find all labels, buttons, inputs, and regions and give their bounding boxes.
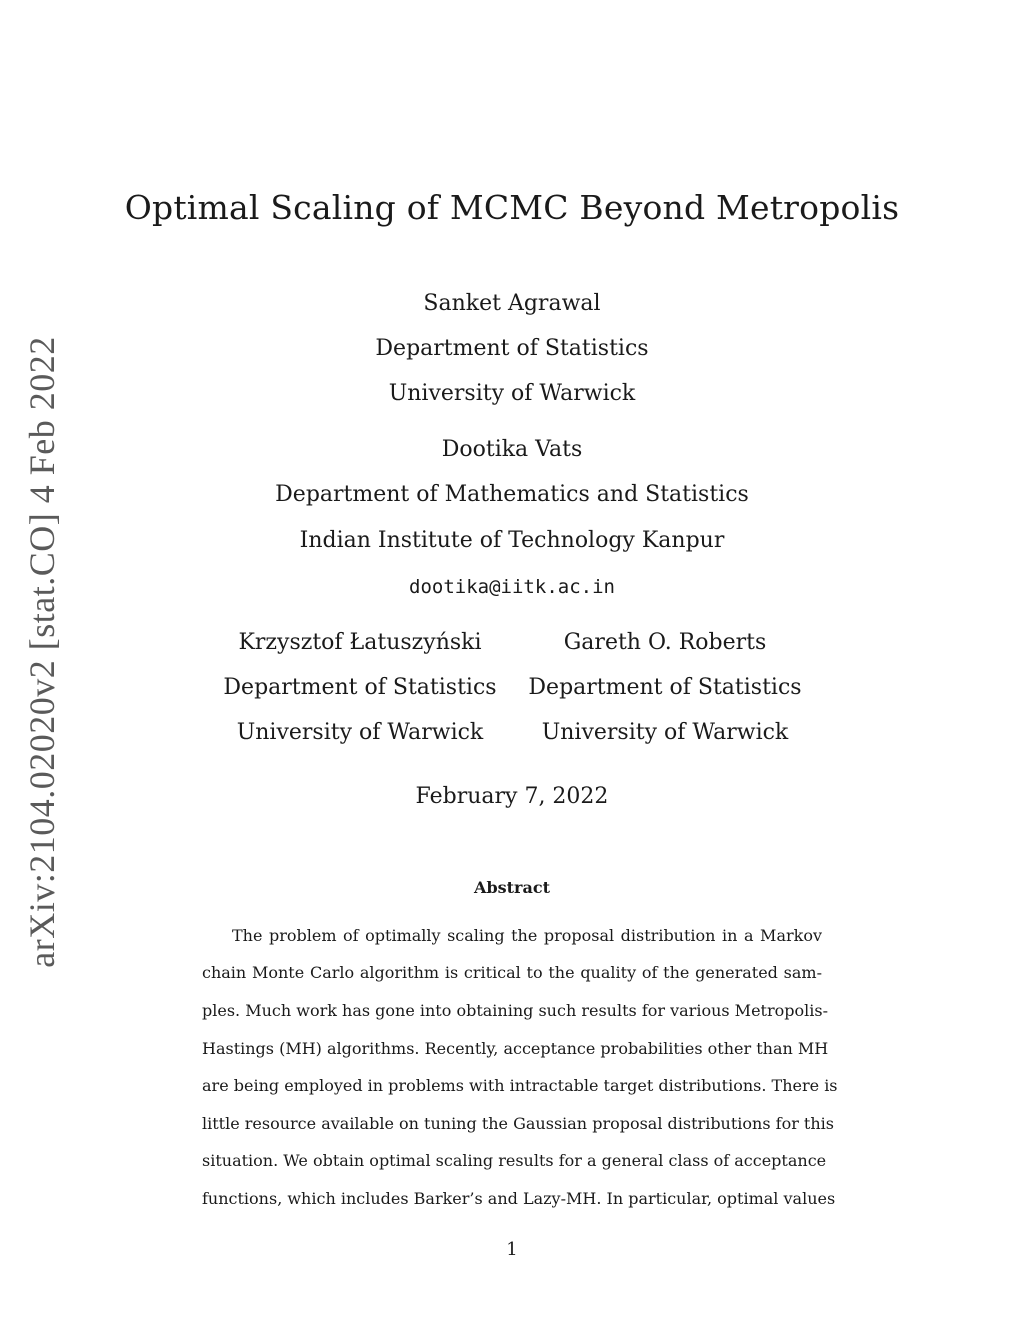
author-institution: University of Warwick bbox=[236, 720, 484, 745]
author-name: Dootika Vats bbox=[441, 437, 583, 462]
author-name: Gareth O. Roberts bbox=[563, 630, 767, 655]
author-email[interactable]: dootika@iitk.ac.in bbox=[409, 576, 615, 598]
abstract-line: chain Monte Carlo algorithm is critical to the quality of the generated sam- bbox=[202, 963, 822, 982]
abstract-line: The problem of optimally scaling the proposal distribution in a Markov bbox=[232, 926, 822, 945]
abstract-line: are being employed in problems with intractable target distributions. There is bbox=[202, 1076, 838, 1095]
arxiv-identifier: arXiv:2104.02020v2 [stat.CO] 4 Feb 2022 bbox=[22, 336, 62, 968]
author-department: Department of Statistics bbox=[375, 336, 649, 361]
author-institution: Indian Institute of Technology Kanpur bbox=[299, 528, 725, 553]
author-department: Department of Statistics bbox=[223, 675, 497, 700]
author-department: Department of Statistics bbox=[528, 675, 802, 700]
abstract-line: little resource available on tuning the Gaussian proposal distributions for this bbox=[202, 1114, 834, 1133]
author-institution: University of Warwick bbox=[388, 381, 636, 406]
page-number: 1 bbox=[506, 1239, 518, 1260]
paper-title: Optimal Scaling of MCMC Beyond Metropolis bbox=[124, 188, 900, 227]
author-name: Krzysztof Łatuszyński bbox=[238, 630, 482, 655]
author-department: Department of Mathematics and Statistics bbox=[275, 482, 749, 507]
author-name: Sanket Agrawal bbox=[423, 291, 601, 316]
abstract-line: ples. Much work has gone into obtaining such results for various Metropolis- bbox=[202, 1001, 828, 1020]
abstract-line: situation. We obtain optimal scaling results for a general class of acceptance bbox=[202, 1151, 827, 1170]
author-institution: University of Warwick bbox=[541, 720, 789, 745]
abstract-line: functions, which includes Barker’s and Lazy-MH. In particular, optimal values bbox=[202, 1189, 836, 1208]
abstract-heading: Abstract bbox=[474, 878, 550, 897]
abstract-line: Hastings (MH) algorithms. Recently, acceptance probabilities other than MH bbox=[202, 1039, 829, 1058]
paper-date: February 7, 2022 bbox=[415, 784, 609, 809]
